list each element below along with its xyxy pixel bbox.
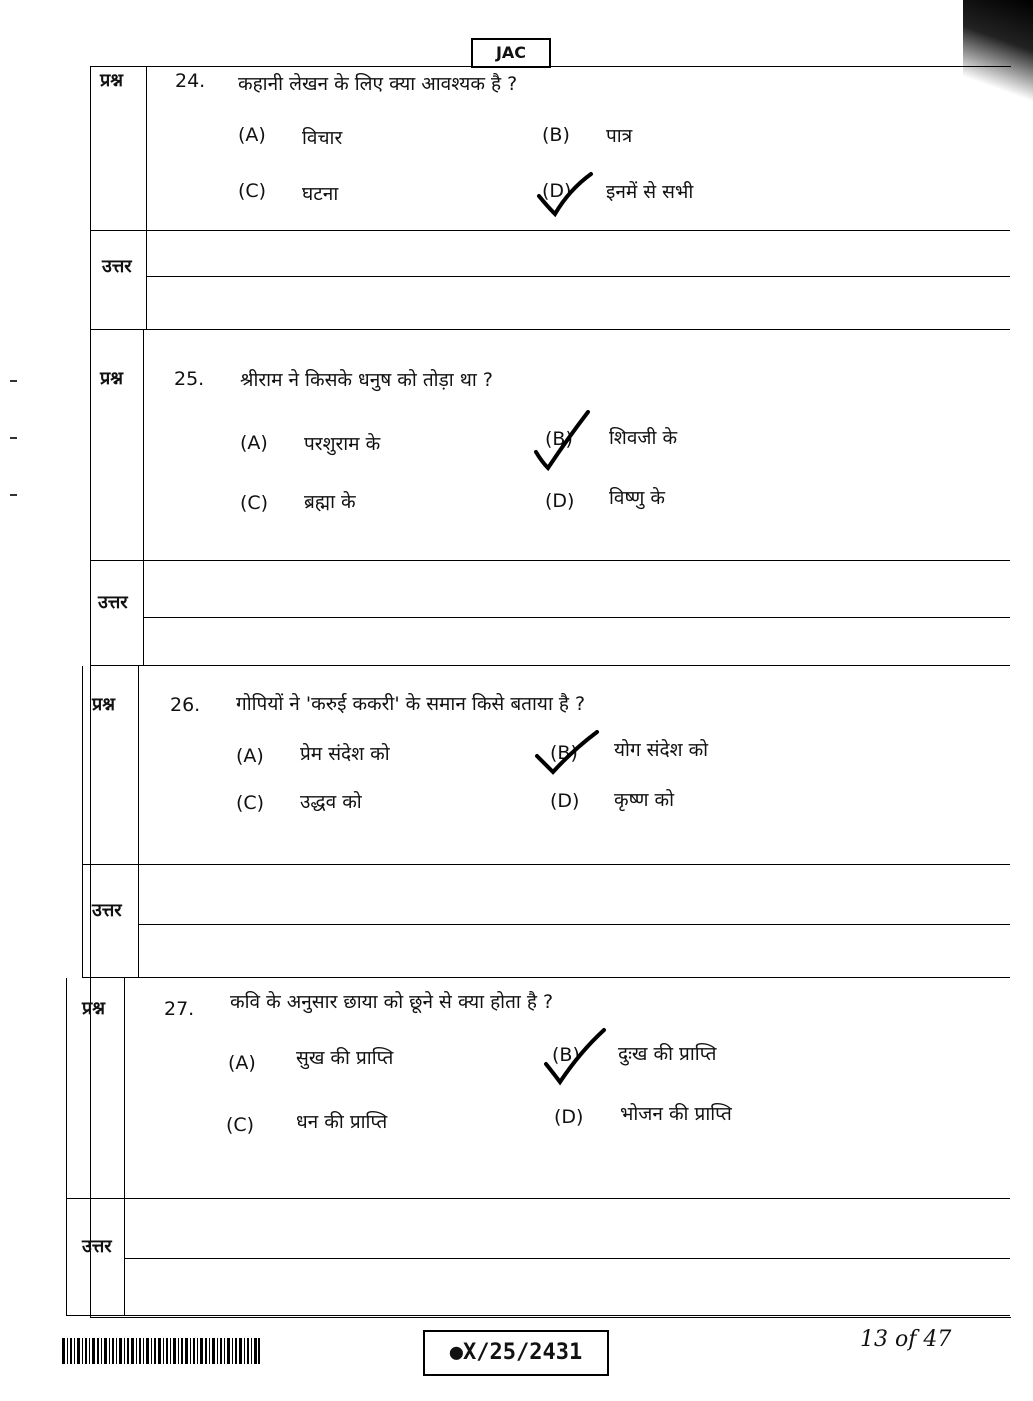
- option-letter: (A): [238, 124, 266, 146]
- option-letter: (A): [236, 745, 264, 767]
- option-text: विष्णु के: [609, 487, 665, 509]
- question-label: प्रश्न: [100, 368, 123, 389]
- question-text: कवि के अनुसार छाया को छूने से क्या होता है ?: [230, 991, 554, 1013]
- option-text: कृष्ण को: [614, 789, 674, 811]
- option-letter: (D): [542, 180, 572, 202]
- option-letter: (B): [550, 742, 578, 764]
- option-letter: (B): [552, 1044, 580, 1066]
- question-text: गोपियों ने 'करुई ककरी' के समान किसे बताया है ?: [236, 693, 586, 715]
- answer-line: [124, 1258, 1010, 1259]
- column-divider: [124, 978, 125, 1316]
- question-number: 24.: [175, 70, 206, 92]
- column-divider: [143, 330, 144, 666]
- question-number: 27.: [164, 998, 195, 1020]
- column-divider: [146, 66, 147, 330]
- option-letter: (C): [240, 492, 269, 514]
- page-number: 13 of 47: [860, 1327, 952, 1352]
- option-text: योग संदेश को: [614, 739, 709, 761]
- option-letter: (A): [240, 432, 268, 454]
- option-text: दुःख की प्राप्ति: [618, 1043, 717, 1065]
- row-divider: [90, 665, 1010, 666]
- option-letter: (B): [542, 124, 570, 146]
- answer-label: उत्तर: [98, 592, 128, 613]
- answer-label: उत्तर: [102, 256, 132, 277]
- option-letter: (D): [550, 790, 580, 812]
- option-letter: (B): [545, 428, 573, 450]
- question-number: 26.: [170, 694, 201, 716]
- option-text: प्रेम संदेश को: [300, 743, 390, 765]
- option-text: उद्धव को: [300, 791, 362, 813]
- column-divider: [138, 666, 139, 978]
- side-mark: [10, 380, 17, 382]
- answer-line: [143, 617, 1010, 618]
- row-divider: [82, 977, 1010, 978]
- paper-code-box: [423, 1330, 609, 1376]
- bullet-icon: ●: [449, 1340, 464, 1365]
- jac-badge: JAC: [471, 38, 551, 68]
- option-text: घटना: [302, 183, 339, 205]
- bottom-border: [66, 1315, 1010, 1316]
- answer-label: उत्तर: [82, 1236, 112, 1257]
- answer-label: उत्तर: [92, 900, 122, 921]
- question-text: श्रीराम ने किसके धनुष को तोड़ा था ?: [240, 369, 493, 391]
- option-letter: (C): [226, 1114, 255, 1136]
- checkmark-icon: [533, 728, 603, 776]
- checkmark-icon: [540, 1026, 610, 1086]
- question-text: कहानी लेखन के लिए क्या आवश्यक है ?: [238, 73, 518, 95]
- option-text: शिवजी के: [609, 427, 678, 449]
- row-divider: [90, 230, 1010, 231]
- answer-line: [146, 276, 1010, 277]
- option-letter: (D): [554, 1106, 584, 1128]
- question-number: 25.: [174, 368, 205, 390]
- option-letter: (A): [228, 1052, 256, 1074]
- left-border: [82, 666, 83, 978]
- option-letter: (C): [236, 792, 265, 814]
- row-divider: [66, 1198, 1010, 1199]
- question-label: प्रश्न: [92, 694, 115, 715]
- option-text: विचार: [302, 127, 343, 149]
- barcode-icon: [62, 1338, 260, 1364]
- row-divider: [82, 864, 1010, 865]
- answer-line: [138, 924, 1010, 925]
- option-text: ब्रह्मा के: [304, 491, 356, 513]
- question-label: प्रश्न: [82, 998, 105, 1019]
- row-divider: [90, 560, 1010, 561]
- side-mark: [10, 437, 17, 439]
- option-text: पात्र: [606, 125, 633, 147]
- checkmark-icon: [532, 408, 592, 472]
- option-text: सुख की प्राप्ति: [296, 1047, 394, 1069]
- option-text: परशुराम के: [304, 433, 381, 455]
- option-letter: (D): [545, 490, 575, 512]
- option-text: धन की प्राप्ति: [296, 1111, 388, 1133]
- row-divider: [90, 329, 1010, 330]
- option-letter: (C): [238, 180, 267, 202]
- option-text: इनमें से सभी: [606, 181, 694, 203]
- left-border: [66, 978, 67, 1316]
- checkmark-icon: [535, 170, 595, 220]
- option-text: भोजन की प्राप्ति: [620, 1103, 732, 1125]
- paper-code: X/25/2431: [463, 1340, 583, 1365]
- side-mark: [10, 494, 17, 496]
- question-label: प्रश्न: [100, 70, 123, 91]
